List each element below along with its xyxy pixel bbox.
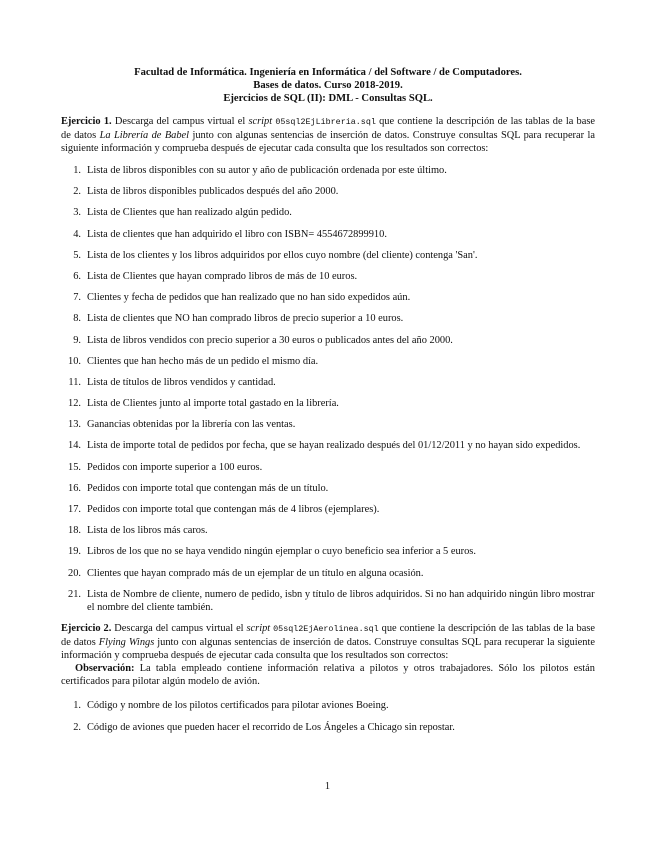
list-item-number: 21.: [68, 588, 81, 600]
list-item-number: 3.: [73, 207, 81, 219]
list-item: [61, 291, 595, 304]
list-item-text: Código de aviones que pueden hacer el recorrido de Los Ángeles a Chicago sin repostar.: [87, 721, 455, 733]
exercise-1-intro: [61, 115, 595, 155]
observation-label: Observación:: [75, 662, 135, 674]
list-item: [61, 397, 595, 410]
list-item: [61, 721, 595, 734]
intro-script-word: script: [248, 116, 273, 127]
list-item: [61, 461, 595, 474]
intro-text: junto con algunas sentencias de inserción de datos. Construye consultas SQL para recuperar la siguiente información y comprueba después de ejecutar cada consulta que los resultados son correctos:: [61, 130, 595, 154]
list-item-text: Lista de títulos de libros vendidos y cantidad.: [87, 376, 276, 388]
list-item-number: 16.: [68, 482, 81, 494]
list-item: [61, 588, 595, 614]
list-item: [61, 545, 595, 558]
list-item-text: Lista de importe total de pedidos por fecha, que se hayan realizado después del 01/12/2011 y no hayan sido expedidos.: [87, 440, 581, 452]
list-item: [61, 270, 595, 283]
list-item-number: 12.: [68, 398, 81, 410]
list-item: [61, 503, 595, 516]
list-item-number: 2.: [73, 721, 81, 733]
list-item-text: Lista de libros disponibles con su autor y año de publicación ordenada por este último.: [87, 165, 447, 176]
observation-note: [61, 662, 595, 688]
header-topic: Ejercicios de SQL (II): DML - Consultas SQL.: [223, 93, 433, 104]
list-item-text: Código y nombre de los pilotos certificados para pilotar aviones Boeing.: [87, 699, 389, 711]
list-item: [61, 249, 595, 262]
list-item-number: 10.: [68, 355, 81, 367]
list-item-number: 18.: [68, 525, 81, 537]
script-filename: 05sql2EjAerolinea.sql: [273, 623, 379, 634]
database-name: La Librería de Babel: [99, 130, 190, 141]
list-item-number: 17.: [68, 504, 81, 515]
database-name: Flying Wings: [98, 636, 155, 648]
document-page: [61, 66, 595, 743]
list-item-number: 8.: [73, 313, 81, 325]
observation-text: La tabla empleado contiene información relativa a pilotos y otros trabajadores. Sólo los pilotos están certificados para pilotar algún modelo de avión.: [61, 662, 595, 687]
list-item-text: Lista de libros vendidos con precio superior a 30 euros o publicados antes del año 2000.: [87, 334, 453, 346]
header-faculty: Facultad de Informática. Ingeniería en Informática / del Software / de Computadores.: [134, 67, 522, 78]
intro-script-word: script: [246, 622, 271, 634]
list-item-text: Lista de Clientes que han realizado algún pedido.: [87, 207, 292, 219]
list-item-text: Pedidos con importe total que contengan más de un título.: [87, 482, 329, 494]
list-item-number: 2.: [73, 186, 81, 198]
exercise-2-list: [61, 699, 595, 734]
list-item-number: 19.: [68, 546, 81, 558]
list-item-text: Lista de clientes que han adquirido el libro con ISBN= 4554672899910.: [87, 228, 387, 240]
list-item: [61, 699, 595, 712]
list-item-number: 14.: [68, 440, 81, 452]
document-header: [61, 66, 595, 105]
list-item-number: 4.: [73, 228, 81, 240]
list-item-text: Lista de Clientes junto al importe total gastado en la librería.: [87, 398, 339, 410]
list-item-text: Lista de los libros más caros.: [87, 525, 208, 537]
list-item: [61, 164, 595, 177]
list-item-number: 13.: [68, 419, 81, 431]
list-item-text: Ganancias obtenidas por la librería con las ventas.: [87, 419, 296, 431]
intro-text: Descarga del campus virtual el: [111, 116, 249, 127]
list-item-text: Clientes que hayan comprado más de un ejemplar de un título en alguna ocasión.: [87, 567, 424, 579]
script-filename: 05sql2EjLibreria.sql: [275, 117, 376, 127]
intro-text: que contiene la descripción de las tablas de la base de datos: [61, 622, 596, 648]
list-item: [61, 376, 595, 389]
exercise-1-title: Ejercicio 1.: [61, 116, 112, 127]
list-item-number: 5.: [73, 249, 81, 261]
list-item-number: 1.: [73, 165, 81, 176]
list-item-text: Libros de los que no se haya vendido ningún ejemplar o cuyo beneficio sea inferior a 5 euros.: [87, 546, 476, 558]
list-item-number: 7.: [73, 292, 81, 304]
list-item-number: 11.: [68, 376, 81, 388]
list-item-text: Clientes que han hecho más de un pedido el mismo día.: [87, 355, 319, 367]
list-item-number: 20.: [68, 567, 81, 579]
list-item: [61, 185, 595, 198]
list-item: [61, 228, 595, 241]
intro-text: junto con algunas sentencias de inserción de datos. Construye consultas SQL para recuperar la siguiente información y comprueba después de ejecutar cada consulta que los resultados son correctos:: [61, 636, 595, 661]
exercise-2-intro: [61, 622, 595, 662]
list-item-text: Pedidos con importe total que contengan más de 4 libros (ejemplares).: [87, 504, 380, 515]
list-item-text: Pedidos con importe superior a 100 euros.: [87, 461, 263, 473]
list-item: [61, 482, 595, 495]
list-item-number: 6.: [73, 270, 81, 282]
exercise-1-list: [61, 164, 595, 614]
intro-text: que contiene la descripción de las tablas de la base de datos: [61, 116, 596, 141]
list-item-number: 9.: [73, 334, 81, 346]
list-item: [61, 524, 595, 537]
list-item: [61, 206, 595, 219]
list-item-text: Clientes y fecha de pedidos que han realizado que no han sido expedidos aún.: [87, 292, 411, 304]
header-course: Bases de datos. Curso 2018-2019.: [253, 80, 403, 91]
page-number: 1: [324, 781, 331, 792]
list-item: [61, 418, 595, 431]
list-item-text: Lista de libros disponibles publicados después del año 2000.: [87, 186, 339, 198]
list-item-text: Lista de Nombre de cliente, numero de pedido, isbn y título de libros adquiridos. Si no han adquirido ningún libro mostrar el nombre del cliente también.: [87, 588, 595, 613]
exercise-2-title: Ejercicio 2.: [61, 622, 112, 634]
list-item-text: Lista de Clientes que hayan comprado libros de más de 10 euros.: [87, 270, 358, 282]
list-item: [61, 439, 595, 452]
list-item-number: 15.: [68, 461, 81, 473]
intro-text: Descarga del campus virtual el: [111, 622, 247, 634]
list-item: [61, 334, 595, 347]
list-item-text: Lista de clientes que NO han comprado libros de precio superior a 10 euros.: [87, 313, 404, 325]
list-item-number: 1.: [73, 699, 81, 711]
list-item: [61, 355, 595, 368]
list-item-text: Lista de los clientes y los libros adquiridos por ellos cuyo nombre (del cliente) contenga 'San'.: [87, 249, 478, 261]
list-item: [61, 312, 595, 325]
list-item: [61, 567, 595, 580]
